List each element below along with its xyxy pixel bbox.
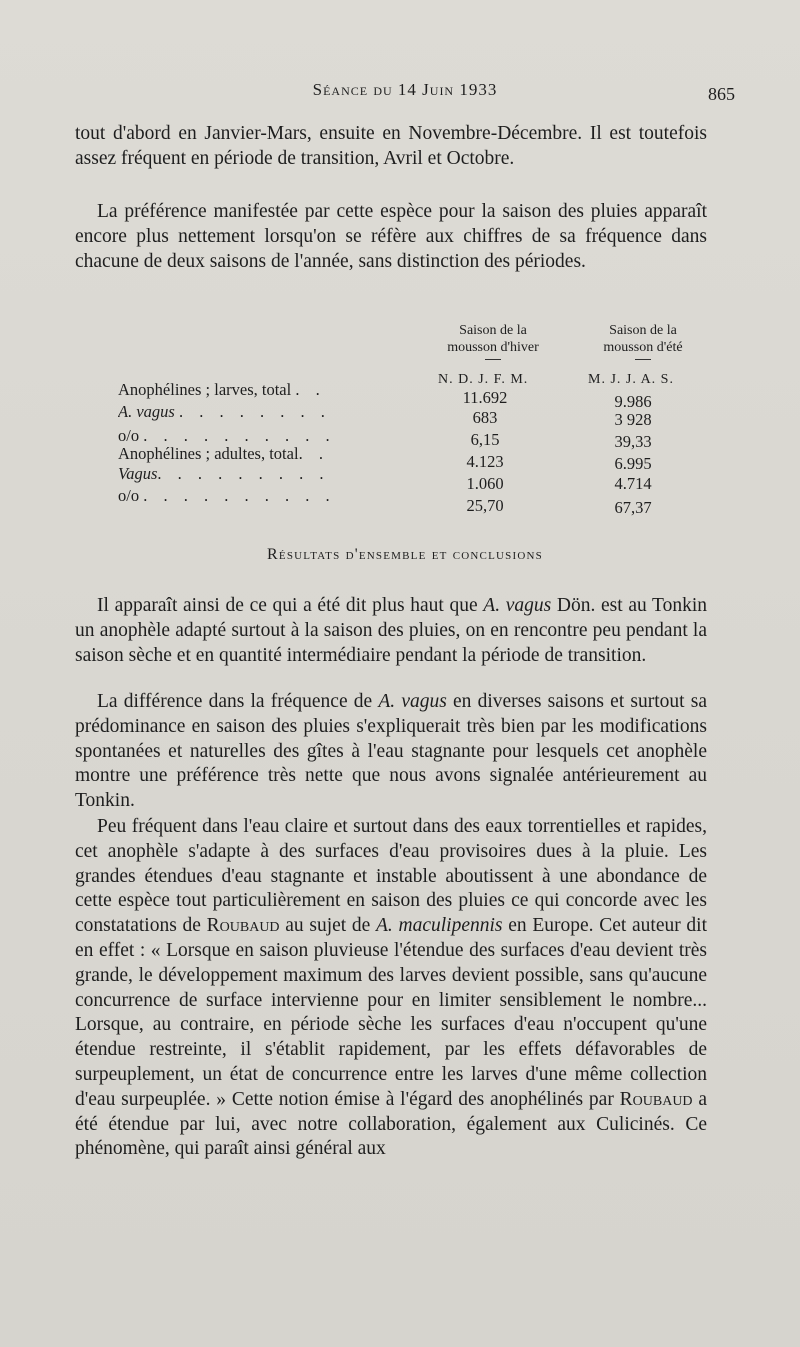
cell-winter-adultes-total: 4.123 bbox=[466, 452, 504, 471]
summer-header-dash bbox=[635, 359, 651, 360]
row-label-vagus-adultes: Vagus. . . . . . . . . bbox=[118, 464, 330, 483]
cell-winter-vagus-adultes: 1.060 bbox=[466, 474, 504, 493]
frequency-table bbox=[118, 322, 703, 522]
cell-winter-vagus-larves: 683 bbox=[472, 408, 498, 427]
section-title: Résultats d'ensemble et conclusions bbox=[267, 546, 543, 563]
cell-summer-percent-adultes: 67,37 bbox=[614, 498, 652, 517]
author-name: Roubaud bbox=[619, 1088, 693, 1110]
paragraph-conclusion-1: Il apparaît ainsi de ce qui a été dit plus haut que A. vagus Dön. est au Tonkin un anophèle adapté surtout à la saison des pluies, on en rencontre peu pendant la saison sèche et en quantité intermédiaire pendant la période de transition. bbox=[75, 595, 708, 666]
winter-header-line2: mousson d'hiver bbox=[447, 340, 539, 355]
cell-summer-larves-total: 9.986 bbox=[614, 392, 652, 411]
paragraph-preference-text: La préférence manifestée par cette espèce pour la saison des pluies apparaît encore plus nettement lorsqu'on se réfère aux chiffres de sa fréquence dans chacune de deux saisons de l'année, sans distinction des périodes. bbox=[75, 201, 707, 272]
species-name: A. vagus bbox=[483, 595, 552, 616]
running-title: Séance du 14 Juin 1933 bbox=[312, 80, 498, 99]
author-name: Roubaud bbox=[206, 915, 280, 937]
winter-months: N. D. J. F. M. bbox=[438, 372, 529, 387]
cell-winter-percent-adultes: 25,70 bbox=[466, 496, 504, 515]
row-label-larves-total: Anophélines ; larves, total . . bbox=[118, 380, 326, 399]
summer-column-header bbox=[573, 322, 713, 360]
cell-summer-vagus-adultes: 4.714 bbox=[614, 474, 652, 493]
row-label-adultes-total: Anophélines ; adultes, total. . bbox=[118, 444, 329, 463]
summer-header-line1: Saison de la bbox=[609, 323, 677, 338]
winter-column-header bbox=[423, 322, 563, 360]
summer-header-line2: mousson d'été bbox=[603, 340, 683, 355]
paragraph-intro: tout d'abord en Janvier-Mars, ensuite en Novembre-Décembre. Il est toutefois assez fréquent en période de transition, Avril et Octobre. bbox=[75, 123, 707, 169]
paragraph-conclusion-2: La différence dans la fréquence de A. vagus en diverses saisons et surtout sa prédominance en saison des pluies s'expliquerait très bien par les modifications spontanées et naturelles des gîtes à l'eau stagnante pour lesquels cet anophèle montre une préférence très nette que nous avons signalée antérieurement au Tonkin. bbox=[75, 691, 708, 812]
cell-winter-larves-total: 11.692 bbox=[462, 388, 508, 407]
row-label-percent-adultes: o/o . . . . . . . . . . bbox=[118, 486, 336, 505]
cell-summer-adultes-total: 6.995 bbox=[614, 454, 652, 473]
page-number: 865 bbox=[708, 84, 735, 104]
species-name: A. vagus bbox=[378, 691, 447, 712]
species-name: A. maculipennis bbox=[376, 915, 503, 937]
cell-summer-vagus-larves: 3 928 bbox=[614, 410, 652, 429]
paragraph-preference bbox=[75, 200, 707, 274]
page-header bbox=[75, 80, 735, 110]
row-label-vagus-larves: A. vagus . . . . . . . . bbox=[118, 402, 331, 421]
cell-summer-percent-larves: 39,33 bbox=[614, 432, 652, 451]
winter-header-dash bbox=[485, 359, 501, 360]
row-label-percent-larves: o/o . . . . . . . . . . bbox=[118, 426, 336, 445]
summer-months: M. J. J. A. S. bbox=[588, 372, 674, 387]
winter-header-line1: Saison de la bbox=[459, 323, 527, 338]
cell-winter-percent-larves: 6,15 bbox=[470, 430, 500, 449]
paragraph-conclusion-3: Peu fréquent dans l'eau claire et surtout dans des eaux torrentielles et rapides, cet anophèle s'adapte à des surfaces d'eau provisoires dues à la pluie. Les grandes étendues d'eau stagnante et instable aboutissent à une abondance de cette espèce tout particulièrement en saison des pluies ce qui concorde avec les constatations de Roubaud au sujet de A. maculipennis en Europe. Cet auteur dit en effet : « Lorsque en saison pluvieuse l'étendue des surfaces d'eau devient très grande, le développement maximum des larves devient possible, sans qu'aucune concurrence de surface intervienne pour en limiter sensiblement le nombre... Lorsque, au contraire, en période sèche les surfaces d'eau n'occupent qu'une étendue restreinte, il s'établit rapidement, par les effets défavorables de surpeuplement, un état de concurrence entre les larves d'une même collection d'eau surpeuplée. » Cette notion émise à l'égard des anophélinés par Roubaud a été étendue par lui, avec notre collaboration, également aux Culicinés. Ce phénomène, qui paraît ainsi général aux bbox=[75, 816, 708, 1160]
